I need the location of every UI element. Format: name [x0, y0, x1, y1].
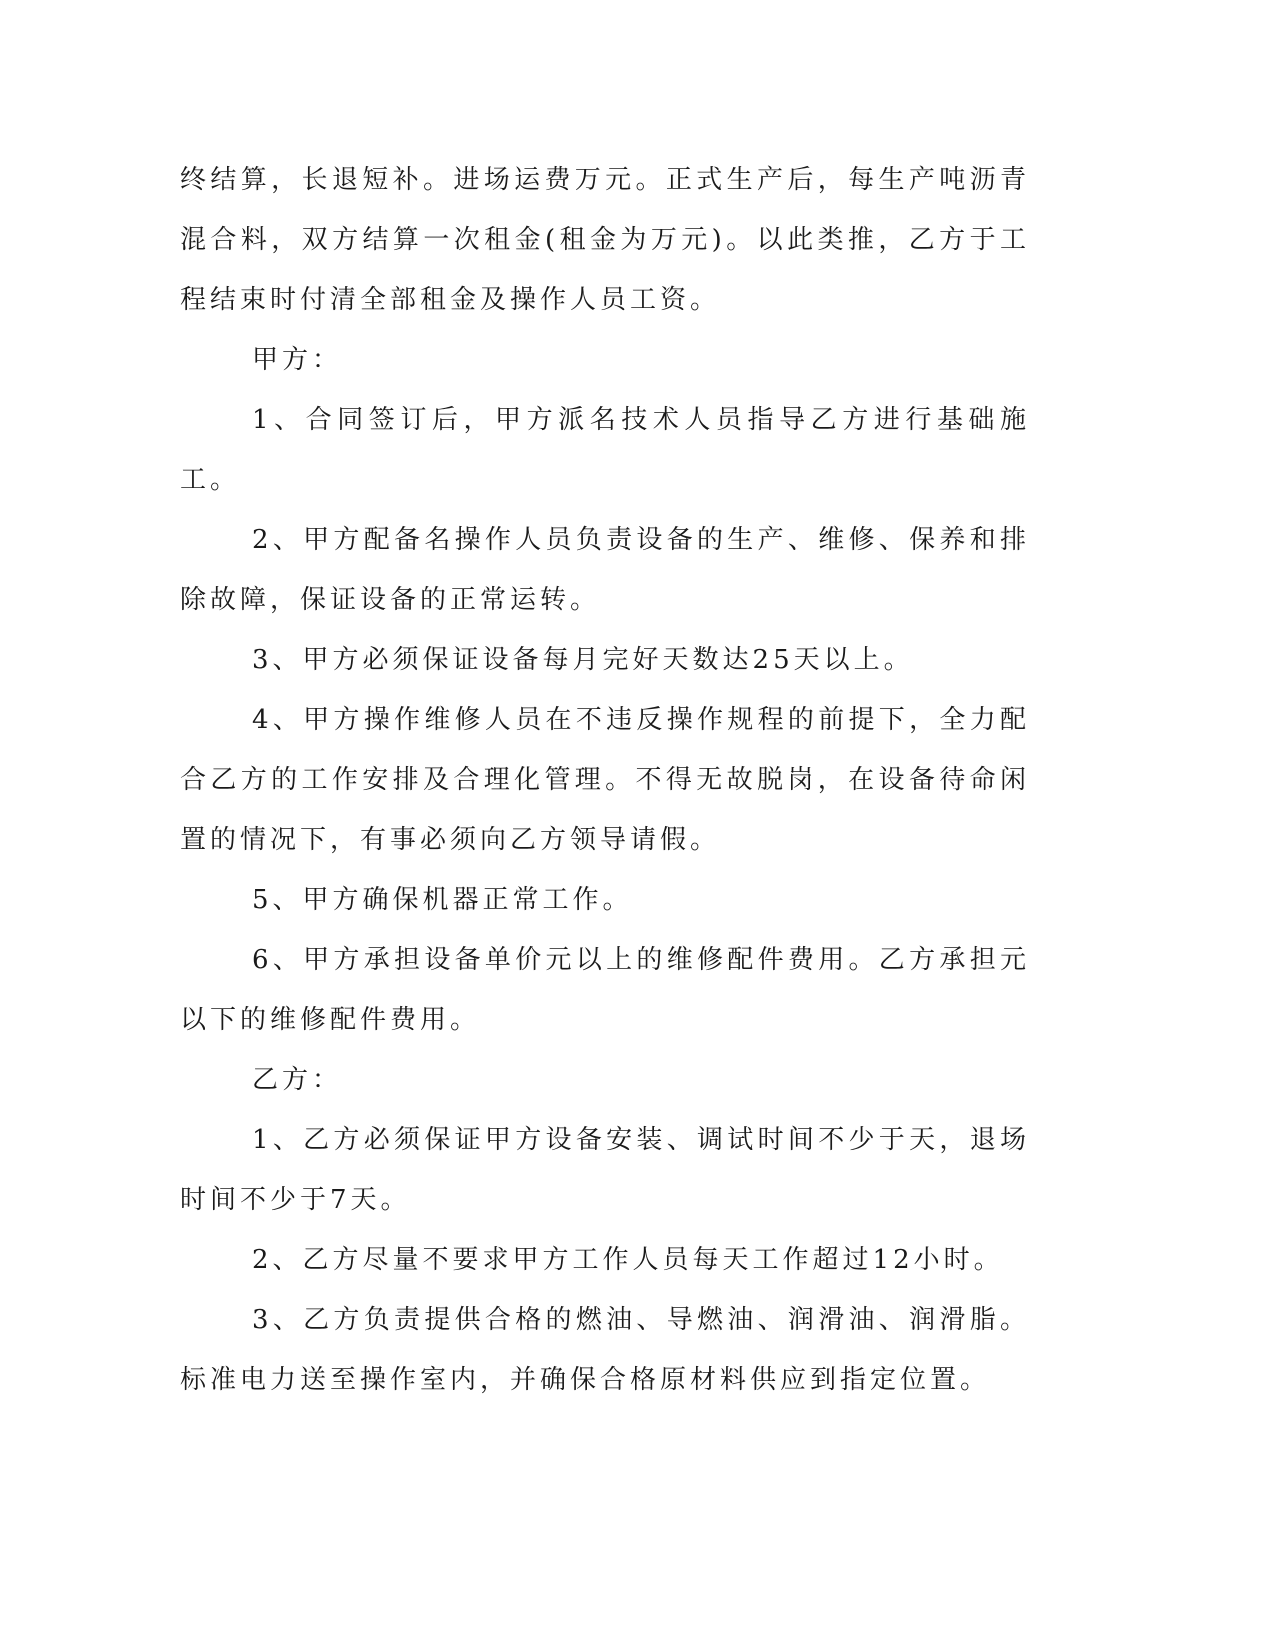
party-b-clause-2: 2、乙方尽量不要求甲方工作人员每天工作超过12小时。 — [252, 1245, 1004, 1275]
party-a-clause-6: 6、甲方承担设备单价元以上的维修配件费用。乙方承担元以下的维修配件费用。 — [180, 945, 1030, 1035]
party-b-heading: 乙方： — [252, 1065, 343, 1095]
document-body — [180, 150, 1030, 1410]
party-a-clause-4: 4、甲方操作维修人员在不违反操作规程的前提下，全力配合乙方的工作安排及合理化管理。不得无故脱岗，在设备待命闲置的情况下，有事必须向乙方领导请假。 — [180, 705, 1030, 855]
party-a-heading: 甲方： — [252, 345, 343, 375]
party-b-clause-1: 1、乙方必须保证甲方设备安装、调试时间不少于天，退场时间不少于7天。 — [180, 1125, 1030, 1215]
paragraph-settlement: 终结算，长退短补。进场运费万元。正式生产后，每生产吨沥青混合料，双方结算一次租金(租金为万元)。以此类推，乙方于工程结束时付清全部租金及操作人员工资。 — [180, 165, 1030, 315]
party-a-clause-5: 5、甲方确保机器正常工作。 — [252, 885, 633, 915]
party-a-clause-3: 3、甲方必须保证设备每月完好天数达25天以上。 — [252, 645, 914, 675]
party-a-clause-1: 1、合同签订后，甲方派名技术人员指导乙方进行基础施工。 — [180, 405, 1030, 495]
party-a-clause-2: 2、甲方配备名操作人员负责设备的生产、维修、保养和排除故障，保证设备的正常运转。 — [180, 525, 1030, 615]
party-b-clause-3: 3、乙方负责提供合格的燃油、导燃油、润滑油、润滑脂。标准电力送至操作室内，并确保合格原材料供应到指定位置。 — [180, 1305, 1030, 1395]
